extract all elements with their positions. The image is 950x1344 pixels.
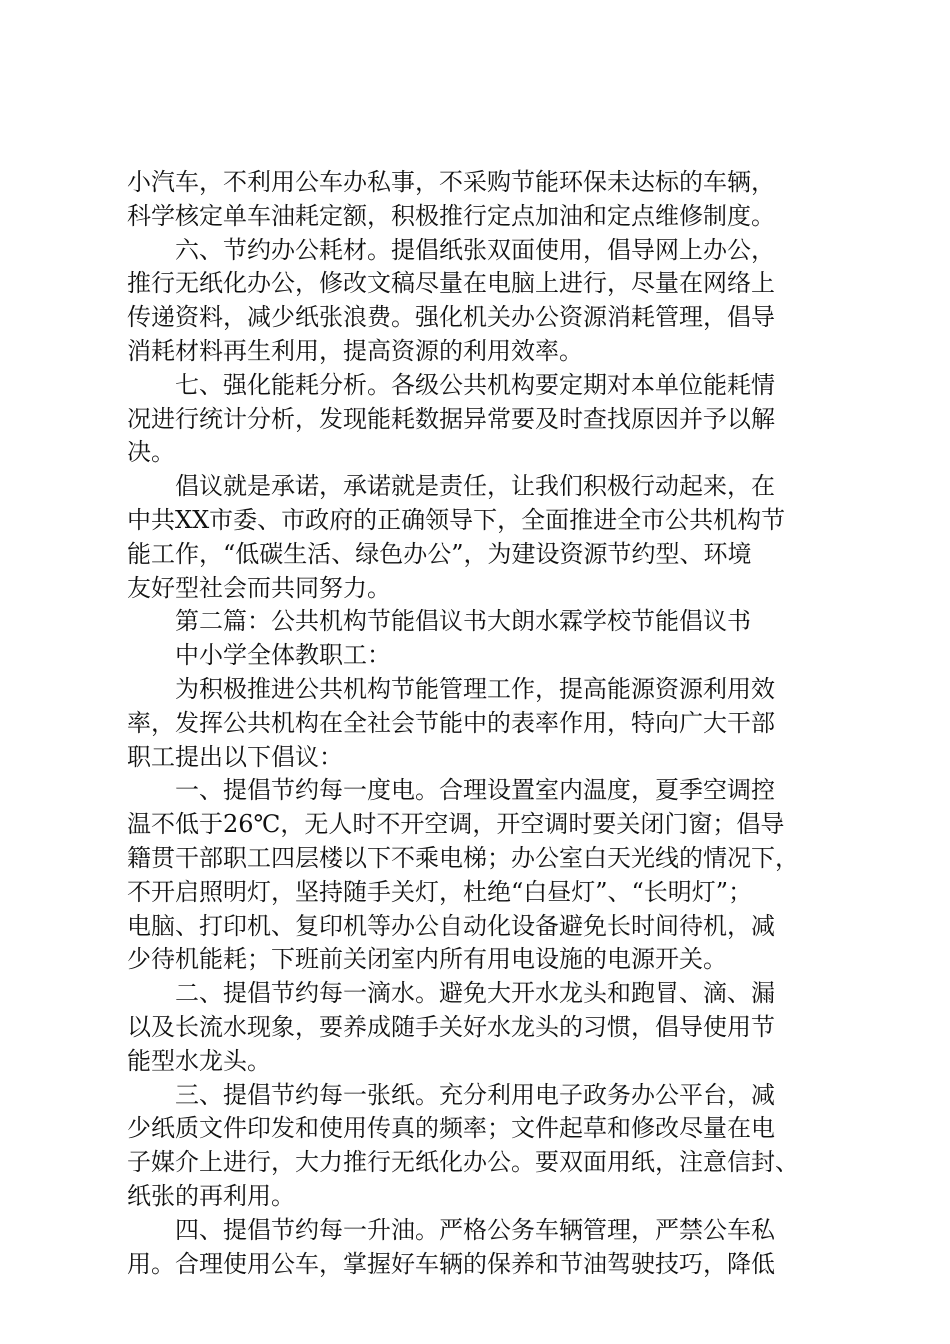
text-line: 能型水龙头。 bbox=[127, 1046, 271, 1075]
text-line: 以及长流水现象，要养成随手关好水龙头的习惯，倡导使用节 bbox=[127, 1012, 775, 1041]
text-line: 一、提倡节约每一度电。合理设置室内温度，夏季空调控 bbox=[175, 776, 775, 805]
text-line: 为积极推进公共机构节能管理工作，提高能源资源利用效 bbox=[175, 674, 775, 703]
salutation: 中小学全体教职工： bbox=[175, 641, 391, 670]
text-line: 中共XX市委、市政府的正确领导下，全面推进全市公共机构节 bbox=[127, 505, 786, 534]
text-line: 友好型社会而共同努力。 bbox=[127, 573, 391, 602]
document-body bbox=[127, 166, 837, 1281]
text-line: 六、节约办公耗材。提倡纸张双面使用，倡导网上办公， bbox=[175, 235, 775, 264]
text-line: 倡议就是承诺，承诺就是责任，让我们积极行动起来，在 bbox=[175, 472, 775, 501]
text-line: 推行无纸化办公，修改文稿尽量在电脑上进行，尽量在网络上 bbox=[127, 269, 775, 298]
text-line: 四、提倡节约每一升油。严格公务车辆管理，严禁公车私 bbox=[175, 1215, 775, 1244]
text-line: 消耗材料再生利用，提高资源的利用效率。 bbox=[127, 336, 583, 365]
text-line: 率，发挥公共机构在全社会节能中的表率作用，特向广大干部 bbox=[127, 708, 775, 737]
section-heading: 第二篇：公共机构节能倡议书大朗水霖学校节能倡议书 bbox=[175, 607, 751, 636]
text-line: 能工作，“低碳生活、绿色办公”，为建设资源节约型、环境 bbox=[127, 539, 752, 568]
text-line: 子媒介上进行，大力推行无纸化办公。要双面用纸，注意信封、 bbox=[127, 1148, 799, 1177]
text-line: 籍贯干部职工四层楼以下不乘电梯；办公室白天光线的情况下， bbox=[127, 843, 799, 872]
text-line: 七、强化能耗分析。各级公共机构要定期对本单位能耗情 bbox=[175, 370, 775, 399]
text-line: 三、提倡节约每一张纸。充分利用电子政务办公平台，减 bbox=[175, 1080, 775, 1109]
text-line: 电脑、打印机、复印机等办公自动化设备避免长时间待机，减 bbox=[127, 911, 775, 940]
text-line: 不开启照明灯，坚持随手关灯，杜绝“白昼灯”、“长明灯”； bbox=[127, 877, 753, 906]
text-line: 小汽车，不利用公车办私事，不采购节能环保未达标的车辆， bbox=[127, 168, 775, 196]
text-line: 科学核定单车油耗定额，积极推行定点加油和定点维修制度。 bbox=[127, 201, 775, 230]
text-line: 少待机能耗；下班前关闭室内所有用电设施的电源开关。 bbox=[127, 945, 727, 974]
text-line: 况进行统计分析，发现能耗数据异常要及时查找原因并予以解 bbox=[127, 404, 775, 433]
text-line: 用。合理使用公车，掌握好车辆的保养和节油驾驶技巧，降低 bbox=[127, 1249, 775, 1278]
text-line: 二、提倡节约每一滴水。避免大开水龙头和跑冒、滴、漏 bbox=[175, 979, 775, 1008]
text-line: 职工提出以下倡议： bbox=[127, 742, 343, 771]
text-line: 温不低于26℃，无人时不开空调，开空调时要关闭门窗；倡导 bbox=[127, 810, 785, 839]
text-line: 少纸质文件印发和使用传真的频率；文件起草和修改尽量在电 bbox=[127, 1114, 775, 1143]
text-line: 决。 bbox=[127, 438, 175, 467]
text-line: 纸张的再利用。 bbox=[127, 1181, 295, 1210]
text-line: 传递资料，减少纸张浪费。强化机关办公资源消耗管理，倡导 bbox=[127, 303, 775, 332]
